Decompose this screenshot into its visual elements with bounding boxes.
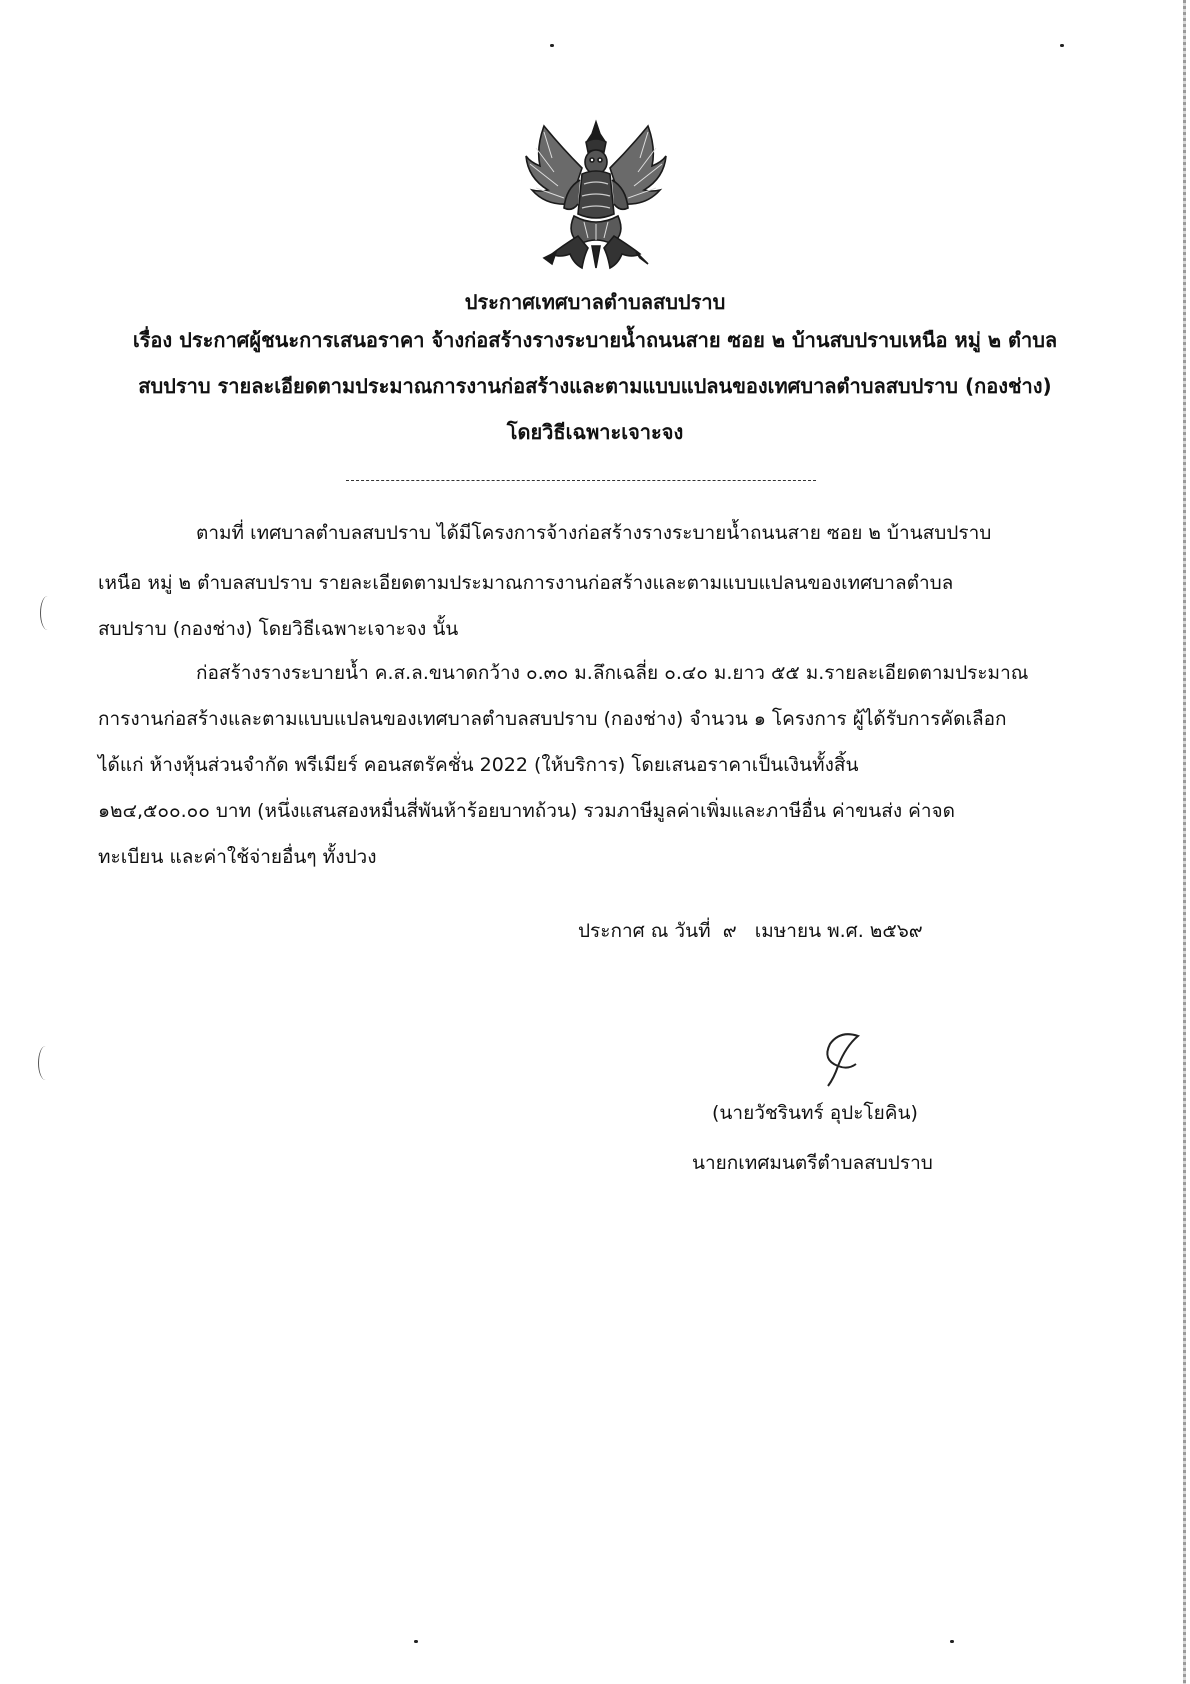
date-prefix: ประกาศ ณ วันที่ [578,920,711,942]
date-day: ๙ [722,920,737,942]
paragraph-line: ได้แก่ ห้างหุ้นส่วนจำกัด พรีเมียร์ คอนสตรัคชั่น 2022 (ให้บริการ) โดยเสนอราคาเป็นเงินทั้งสิ้น [98,754,859,776]
agency-title: ประกาศเทศบาลตำบลสบปราบ [464,290,726,314]
paragraph-line: ทะเบียน และค่าใช้จ่ายอื่นๆ ทั้งปวง [98,846,377,868]
header-divider [346,480,816,481]
date-month-year: เมษายน พ.ศ. ๒๕๖๙ [754,920,923,942]
scan-speck [950,1640,954,1643]
subject-line: สบปราบ รายละเอียดตามประมาณการงานก่อสร้างและตามแบบแปลนของเทศบาลตำบลสบปราบ (กองช่าง) [138,374,1052,398]
scan-speck [550,44,554,47]
paragraph-line: ๑๒๔,๕๐๐.๐๐ บาท (หนึ่งแสนสองหมื่นสี่พันห้าร้อยบาทถ้วน) รวมภาษีมูลค่าเพิ่มและภาษีอื่น ค่าขนส่ง ค่าจด [98,800,955,822]
signature-icon [808,1026,878,1096]
subject-line: โดยวิธีเฉพาะเจาะจง [506,420,684,444]
paragraph-line: สบปราบ (กองช่าง) โดยวิธีเฉพาะเจาะจง นั้น [98,618,459,640]
paragraph-line: ก่อสร้างรางระบายน้ำ ค.ส.ล.ขนาดกว้าง ๐.๓๐ ม.ลึกเฉลี่ย ๐.๔๐ ม.ยาว ๕๕ ม.รายละเอียดตามประมาณ [196,662,1029,684]
paragraph-line: ตามที่ เทศบาลตำบลสบปราบ ได้มีโครงการจ้างก่อสร้างรางระบายน้ำถนนสาย ซอย ๒ บ้านสบปราบ [196,522,992,544]
margin-mark [40,596,55,630]
scan-edge [1183,0,1186,1684]
signatory-position: นายกเทศมนตรีตำบลสบปราบ [692,1152,933,1174]
garuda-emblem-icon [522,118,670,274]
paragraph-line: การงานก่อสร้างและตามแบบแปลนของเทศบาลตำบลสบปราบ (กองช่าง) จำนวน ๑ โครงการ ผู้ได้รับการคัดเลือก [98,708,1007,730]
scan-speck [1060,44,1064,47]
announcement-date [578,916,923,946]
margin-mark [38,1046,53,1080]
scan-speck [414,1640,418,1643]
subject-line: เรื่อง ประกาศผู้ชนะการเสนอราคา จ้างก่อสร้างรางระบายน้ำถนนสาย ซอย ๒ บ้านสบปราบเหนือ หมู่ ๒ ตำบล [132,328,1058,352]
paragraph-line: เหนือ หมู่ ๒ ตำบลสบปราบ รายละเอียดตามประมาณการงานก่อสร้างและตามแบบแปลนของเทศบาลตำบล [98,572,954,594]
signatory-name: (นายวัชรินทร์ อุปะโยคิน) [712,1102,918,1124]
